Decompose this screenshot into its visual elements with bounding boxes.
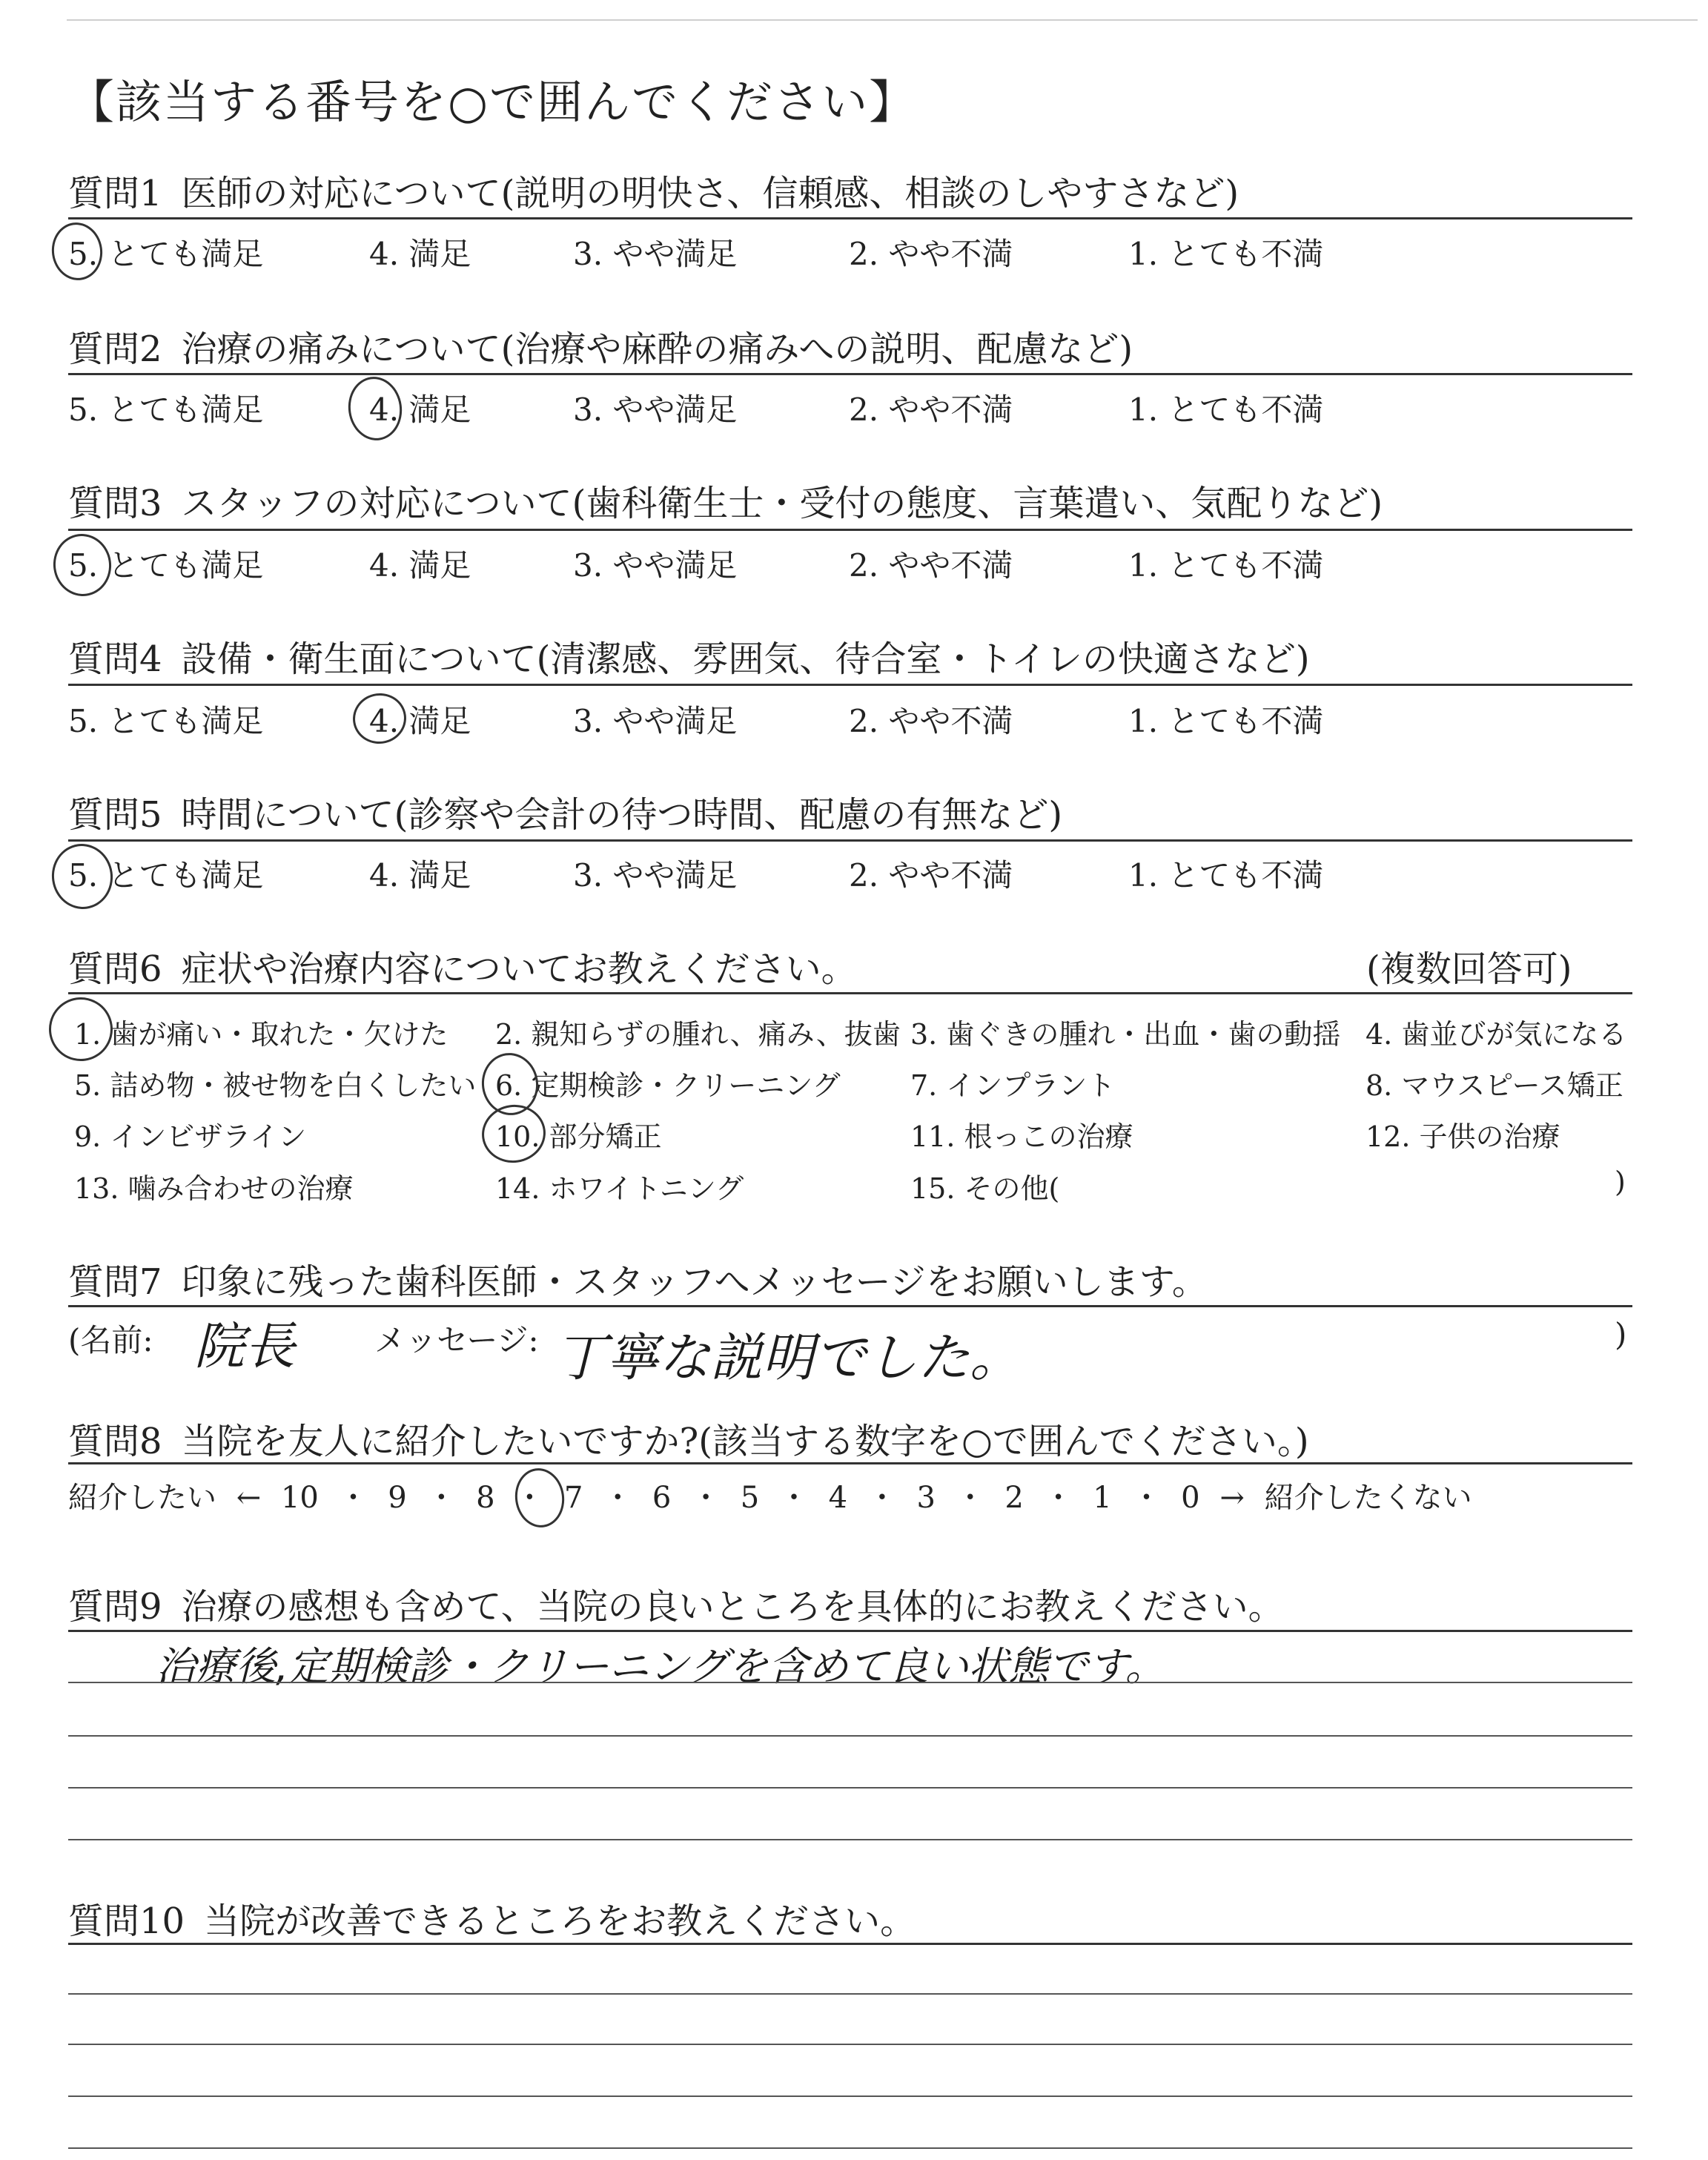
q6-option-10[interactable]: 10. 部分矯正	[495, 1120, 662, 1153]
q6-option-1[interactable]: 1. 歯が痛い・取れた・欠けた	[74, 1018, 448, 1051]
message-handwritten[interactable]: 丁寧な説明でした。	[555, 1327, 1022, 1388]
instructions-header: 【該当する番号を○で囲んでください】	[68, 75, 917, 129]
multiple-answers-note: (複数回答可)	[1366, 948, 1572, 990]
q3-option-1[interactable]: 1. とても不満	[1128, 547, 1324, 584]
question-number: 質問2	[68, 328, 162, 370]
question-text: スタッフの対応について(歯科衛生士・受付の態度、言葉遣い、気配りなど)	[181, 483, 1383, 524]
question-number: 質問4	[68, 638, 162, 680]
q6-option-12[interactable]: 12. 子供の治療	[1366, 1120, 1560, 1153]
question-4-title	[68, 630, 1310, 681]
question-number: 質問7	[68, 1261, 162, 1303]
question-6-title	[68, 940, 857, 991]
q4-option-4[interactable]: 4. 満足	[369, 703, 471, 739]
q5-option-1[interactable]: 1. とても不満	[1128, 857, 1324, 894]
question-rule	[68, 839, 1632, 842]
q1-option-3[interactable]: 3. やや満足	[573, 236, 738, 272]
question-7-title	[68, 1253, 1208, 1304]
q2-option-2[interactable]: 2. やや不満	[849, 392, 1013, 428]
q1-option-1[interactable]: 1. とても不満	[1128, 236, 1324, 272]
q4-option-2[interactable]: 2. やや不満	[849, 703, 1013, 739]
q2-option-1[interactable]: 1. とても不満	[1128, 392, 1324, 428]
question-number: 質問1	[68, 173, 162, 214]
question-number: 質問5	[68, 794, 162, 836]
writing-line	[68, 2044, 1632, 2045]
question-text: 治療の痛みについて(治療や麻酔の痛みへの説明、配慮など)	[181, 328, 1133, 370]
q6-option-14[interactable]: 14. ホワイトニング	[495, 1172, 744, 1205]
q5-option-4[interactable]: 4. 満足	[369, 857, 471, 894]
q1-option-4[interactable]: 4. 満足	[369, 236, 471, 272]
question-text: 当院が改善できるところをお教えください。	[204, 1900, 916, 1942]
q2-option-4[interactable]: 4. 満足	[369, 392, 471, 428]
question-text: 症状や治療内容についてお教えください。	[181, 948, 857, 990]
q3-option-3[interactable]: 3. やや満足	[573, 547, 738, 584]
question-text: 印象に残った歯科医師・スタッフへメッセージをお願いします。	[181, 1261, 1208, 1303]
question-rule	[68, 217, 1632, 219]
question-number: 質問6	[68, 948, 162, 990]
question-rule	[68, 529, 1632, 531]
question-rule	[68, 992, 1632, 994]
question-text: 医師の対応について(説明の明快さ、信頼感、相談のしやすさなど)	[181, 173, 1239, 214]
question-9-title	[68, 1578, 1284, 1629]
question-number: 質問10	[68, 1900, 185, 1942]
recommend-scale[interactable]: 紹介したい ← 10 ・ 9 ・ 8 ・ 7 ・ 6 ・ 5 ・ 4 ・ 3 ・ 2 ・ 1 ・ 0 → 紹介したくない	[68, 1481, 1472, 1515]
question-rule	[68, 373, 1632, 375]
q6-option-6[interactable]: 6. 定期検診・クリーニング	[495, 1069, 841, 1102]
question-text: 当院を友人に紹介したいですか?(該当する数字を○で囲んでください。)	[181, 1421, 1309, 1462]
q5-option-3[interactable]: 3. やや満足	[573, 857, 738, 894]
question-text: 設備・衛生面について(清潔感、雰囲気、待合室・トイレの快適さなど)	[181, 638, 1310, 680]
message-label: メッセージ:	[374, 1322, 539, 1358]
q2-option-3[interactable]: 3. やや満足	[573, 392, 738, 428]
question-5-title	[68, 786, 1062, 837]
q6-option-15[interactable]: 15. その他(	[910, 1172, 1060, 1205]
q3-option-5[interactable]: 5. とても満足	[68, 547, 264, 584]
question-8-title	[68, 1413, 1309, 1464]
writing-line	[68, 2147, 1632, 2149]
q6-option-11[interactable]: 11. 根っこの治療	[910, 1120, 1133, 1153]
question-rule	[68, 1630, 1632, 1632]
q6-option-8[interactable]: 8. マウスピース矯正	[1366, 1069, 1623, 1102]
question-10-title	[68, 1892, 916, 1943]
writing-line	[68, 1787, 1632, 1789]
question-3-title	[68, 475, 1383, 526]
writing-line	[68, 1839, 1632, 1840]
q6-option-4[interactable]: 4. 歯並びが気になる	[1366, 1018, 1627, 1051]
q5-option-2[interactable]: 2. やや不満	[849, 857, 1013, 894]
q4-option-5[interactable]: 5. とても満足	[68, 703, 264, 739]
q6-option-9[interactable]: 9. インビザライン	[74, 1120, 307, 1153]
question-number: 質問8	[68, 1421, 162, 1462]
writing-line	[68, 2095, 1632, 2097]
selection-circle	[44, 993, 116, 1065]
q6-option-5[interactable]: 5. 詰め物・被せ物を白くしたい	[74, 1069, 477, 1102]
q4-option-3[interactable]: 3. やや満足	[573, 703, 738, 739]
writing-line	[68, 1735, 1632, 1737]
question-rule	[68, 1462, 1632, 1464]
question-number: 質問3	[68, 483, 162, 524]
writing-line	[68, 1682, 1632, 1683]
writing-line	[68, 1993, 1632, 1995]
q2-option-5[interactable]: 5. とても満足	[68, 392, 264, 428]
q1-option-5[interactable]: 5. とても満足	[68, 236, 264, 272]
q6-option-13[interactable]: 13. 噛み合わせの治療	[74, 1172, 354, 1205]
q3-option-4[interactable]: 4. 満足	[369, 547, 471, 584]
question-text: 時間について(診察や会計の待つ時間、配慮の有無など)	[181, 794, 1063, 836]
question-rule	[68, 1943, 1632, 1945]
q4-option-1[interactable]: 1. とても不満	[1128, 703, 1324, 739]
question-text: 治療の感想も含めて、当院の良いところを具体的にお教えください。	[181, 1586, 1284, 1628]
staff-name-handwritten[interactable]: 院長	[194, 1318, 296, 1376]
message-close-paren: )	[1615, 1316, 1627, 1353]
question-1-title	[68, 165, 1239, 216]
question-2-title	[68, 320, 1133, 371]
page-top-edge	[67, 19, 1698, 21]
q6-other-close-paren: )	[1615, 1166, 1626, 1198]
good-points-handwritten[interactable]: 治療後,定期検診・クリーニングを含めて良い状態です。	[156, 1643, 1165, 1690]
q6-option-3[interactable]: 3. 歯ぐきの腫れ・出血・歯の動揺	[910, 1018, 1341, 1051]
q6-option-7[interactable]: 7. インプラント	[910, 1069, 1116, 1102]
q1-option-2[interactable]: 2. やや不満	[849, 236, 1013, 272]
selection-circle	[478, 1100, 549, 1166]
question-rule	[68, 1305, 1632, 1307]
q6-option-2[interactable]: 2. 親知らずの腫れ、痛み、抜歯	[495, 1018, 901, 1051]
question-number: 質問9	[68, 1586, 162, 1628]
question-rule	[68, 684, 1632, 686]
q3-option-2[interactable]: 2. やや不満	[849, 547, 1013, 584]
name-label: (名前:	[68, 1322, 153, 1358]
q5-option-5[interactable]: 5. とても満足	[68, 857, 264, 894]
selection-circle	[344, 373, 406, 443]
